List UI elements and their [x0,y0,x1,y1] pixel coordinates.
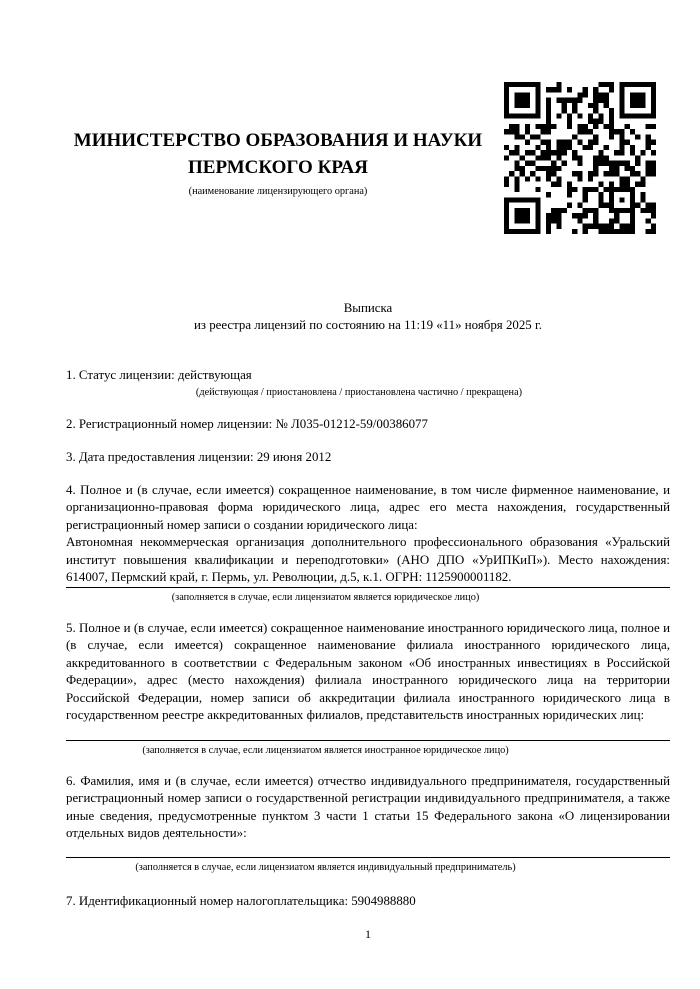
legal-entity-section [66,482,670,587]
ministry-name-line1: МИНИСТЕРСТВО ОБРАЗОВАНИЯ И НАУКИ [73,130,483,151]
legal-entity-note: (заполняется в случае, если лицензиатом является юридическое лицо) [171,592,480,603]
legal-entity-label: 4. Полное и (в случае, если имеется) сокращенное наименование, в том числе фирменное наименование, и организационно-правовая форма юридического лица, адрес его места нахождения, государственный регистрационный номер записи о создании юридического лица: [66,483,670,532]
qr-code [504,82,656,234]
document-title-block [66,300,670,335]
entrepreneur-section [66,773,670,845]
fill-rule-entrepreneur [66,857,670,858]
taxpayer-number-line: 7. Идентификационный номер налогоплательщика: 5904988880 [66,894,416,908]
page-number: 1 [365,927,371,941]
foreign-entity-note: (заполняется в случае, если лицензиатом является иностранное юридическое лицо) [142,745,509,756]
document-subtitle: из реестра лицензий по состоянию на 11:19 «11» ноября 2025 г. [193,318,543,333]
entrepreneur-note: (заполняется в случае, если лицензиатом является индивидуальный предприниматель) [135,862,516,873]
fill-rule-foreign-entity [66,740,670,741]
ministry-note: (наименование лицензирующего органа) [188,186,368,197]
registration-number-line: 2. Регистрационный номер лицензии: № Л035-01212-59/00386077 [66,417,428,431]
fill-rule-legal-entity [66,587,670,588]
legal-entity-value: Автономная некоммерческая организация дополнительного профессионального образования «Уральский институт повышения квалификации и переподготовки» (АНО ДПО «УрИПКиП»). Место нахождения: 614007, Пермский край, г. Пермь, ул. Революции, д.5, к.1. ОГРН: 1125900001182. [66,535,670,585]
ministry-header [66,127,490,198]
license-status-line: 1. Статус лицензии: действующая [66,368,252,382]
entrepreneur-label: 6. Фамилия, имя и (в случае, если имеется) отчество индивидуального предпринимателя, государственный регистрационный номер записи о государственной регистрации индивидуального предпринимателя, а также иные сведения, предусмотренные пунктом 3 части 1 статьи 15 Федерального закона «О лицензировании отдельных видов деятельности»: [66,774,670,841]
ministry-name-line2: ПЕРМСКОГО КРАЯ [188,157,368,178]
qr-code-image [504,82,656,234]
foreign-entity-section [66,620,670,728]
license-status-note: (действующая / приостановлена / приостановлена частично / прекращена) [195,387,523,398]
document-title: Выписка [343,301,393,315]
foreign-entity-label: 5. Полное и (в случае, если имеется) сокращенное наименование иностранного юридического лица, полное и (в случае, если имеется) сокращенное наименование филиала иностранного юридического лица, аккредитованного в соответствии с Федеральным законом «Об иностранных инвестициях в Российской Федерации», адрес (место нахождения) филиала иностранного юридического лица на территории Российской Федерации, номер записи об аккредитации филиала иностранного юридического лица в государственном реестре аккредитованных филиалов, представительств иностранных юридических лиц: [66,621,670,723]
license-date-line: 3. Дата предоставления лицензии: 29 июня 2012 [66,450,332,464]
